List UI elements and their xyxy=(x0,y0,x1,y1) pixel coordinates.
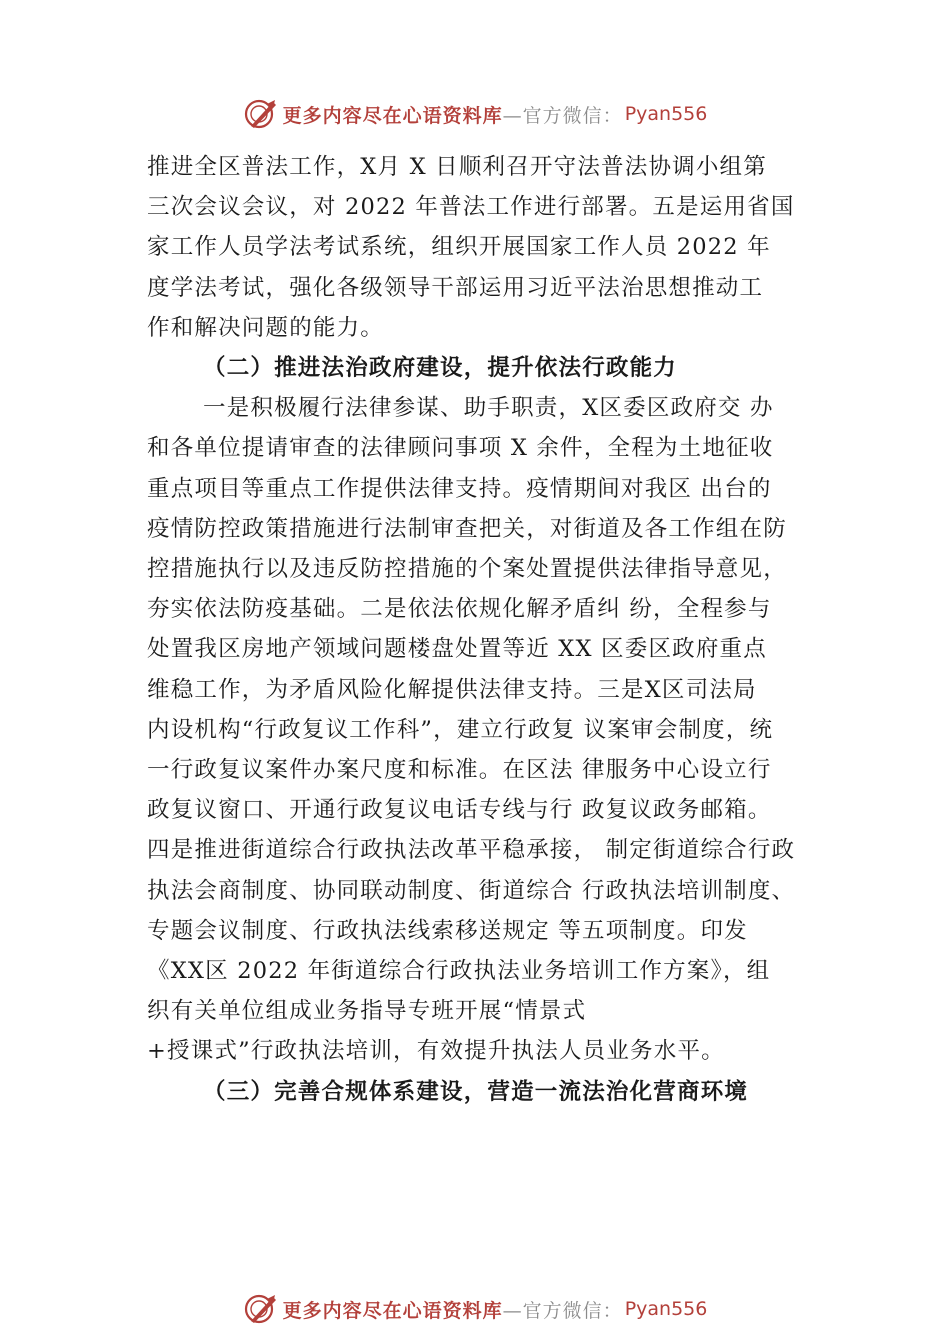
paragraph-line: 夯实依法防疫基础。二是依法依规化解矛盾纠 纷，全程参与 xyxy=(147,596,772,623)
banner-text-library: 更多内容尽在心语资料库 xyxy=(282,104,503,127)
section-heading: （二）推进法治政府建设，提升依法行政能力 xyxy=(203,355,678,381)
section-heading: （三）完善合规体系建设，营造一流法治化营商环境 xyxy=(203,1078,749,1105)
banner-text-wechat-id: Pyan556 xyxy=(624,103,708,125)
paragraph-line: 织有关单位组成业务指导专班开展“情景式 xyxy=(147,998,587,1025)
paragraph-line: 四是推进街道综合行政执法改革平稳承接， 制定街道综合行政 xyxy=(147,837,796,864)
paragraph-line: 政复议窗口、开通行政复议电话专线与行 政复议政务邮箱。 xyxy=(147,797,772,824)
footer-banner xyxy=(0,1289,950,1329)
paragraph-line: 和各单位提请审查的法律顾问事项 X 余件，全程为土地征收 xyxy=(147,435,774,462)
paragraph-line: 一行政复议案件办案尺度和标准。在区法 律服务中心设立行 xyxy=(147,757,772,783)
paragraph-line: 处置我区房地产领域问题楼盘处置等近 XX 区委区政府重点 xyxy=(147,636,767,663)
paragraph-line: 《XX区 2022 年街道综合行政执法业务培训工作方案》，组 xyxy=(147,958,771,984)
paragraph-line: +授课式”行政执法培训，有效提升执法人员业务水平。 xyxy=(147,1038,725,1065)
paragraph-line: 度学法考试，强化各级领导干部运用习近平法治思想推动工 xyxy=(147,274,764,301)
paragraph-line: 作和解决问题的能力。 xyxy=(147,314,385,341)
paragraph-line: 疫情防控政策措施进行法制审查把关，对街道及各工作组在防 xyxy=(147,515,787,542)
paragraph-line: 内设机构“行政复议工作科”，建立行政复 议案审会制度，统 xyxy=(147,716,774,743)
paragraph-line: 推进全区普法工作，X月 X 日顺利召开守法普法协调小组第 xyxy=(147,154,767,180)
paragraph-line: 专题会议制度、行政执法线索移送规定 等五项制度。印发 xyxy=(147,917,748,944)
paragraph-line: 控措施执行以及违反防控措施的个案处置提供法律指导意见， xyxy=(147,556,787,582)
banner-text-wechat-label: —官方微信： xyxy=(502,104,623,127)
banner-text-wechat-id: Pyan556 xyxy=(624,1298,708,1320)
paragraph-line: 一是积极履行法律参谋、助手职责，X区委区政府交 办 xyxy=(203,395,774,422)
paragraph-line: 三次会议会议，对 2022 年普法工作进行部署。五是运用省国 xyxy=(147,194,795,221)
paragraph-line: 重点项目等重点工作提供法律支持。疫情期间对我区 出台的 xyxy=(147,475,772,502)
banner-text-wechat-label: —官方微信： xyxy=(502,1299,623,1322)
paragraph-line: 家工作人员学法考试系统，组织开展国家工作人员 2022 年 xyxy=(147,234,771,261)
pen-logo-icon xyxy=(243,1291,279,1327)
banner-text-library: 更多内容尽在心语资料库 xyxy=(282,1299,503,1322)
paragraph-line: 维稳工作，为矛盾风险化解提供法律支持。三是X区司法局 xyxy=(147,676,757,703)
header-banner xyxy=(0,94,950,134)
pen-logo-icon xyxy=(243,96,279,132)
paragraph-line: 执法会商制度、协同联动制度、街道综合 行政执法培训制度、 xyxy=(147,877,796,904)
